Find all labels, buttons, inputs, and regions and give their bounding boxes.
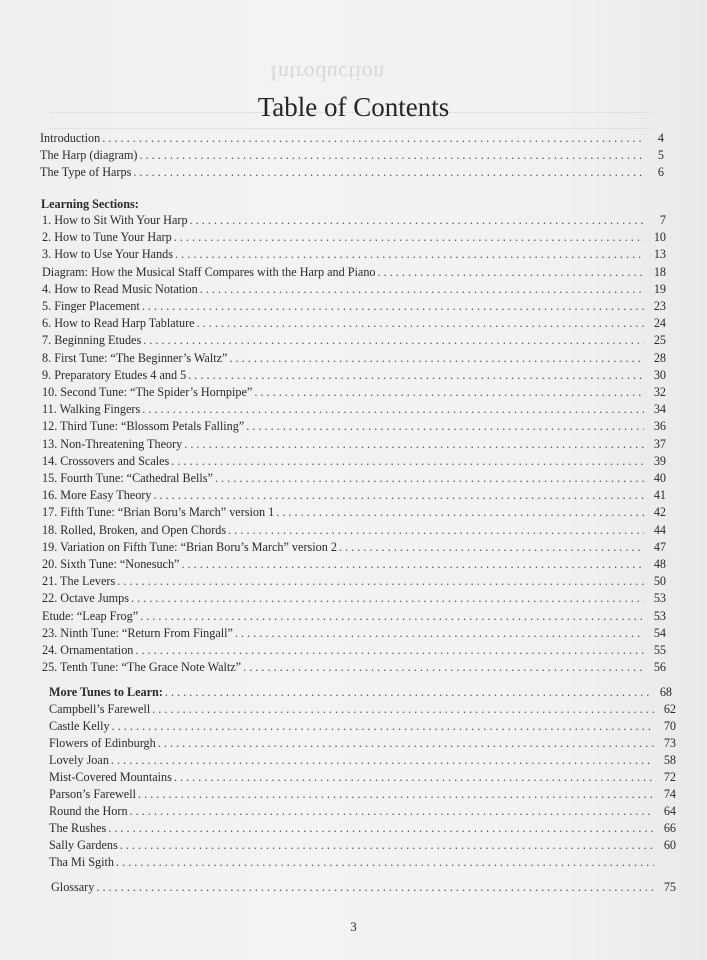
toc-entry	[42, 350, 666, 366]
toc-entry-title: 10. Second Tune: “The Spider’s Hornpipe”	[42, 385, 253, 399]
dot-leader	[135, 642, 644, 658]
toc-entry	[42, 470, 666, 486]
toc-entry-page: 75	[663, 880, 676, 894]
toc-entry	[42, 436, 666, 452]
toc-entry-page: 5	[657, 148, 664, 162]
dot-leader	[190, 212, 644, 228]
toc-entry-page: 28	[653, 350, 666, 365]
toc-entry-page: 18	[653, 264, 666, 279]
toc-entry-title: 4. How to Read Music Notation	[42, 281, 198, 296]
toc-entry-title: Etude: “Leap Frog”	[42, 608, 139, 623]
toc-entry	[49, 735, 676, 751]
toc-entry	[40, 164, 664, 180]
toc-entry	[49, 684, 672, 700]
toc-entry-title: 17. Fifth Tune: “Brian Boru’s March” version 1	[42, 505, 275, 520]
toc-entry-title: Campbell’s Farewell	[49, 702, 151, 716]
toc-entry-page: 19	[653, 281, 666, 296]
toc-entry-page: 70	[663, 719, 676, 733]
toc-entry-title: 2. How to Tune Your Harp	[42, 230, 172, 245]
page-number: 3	[350, 919, 357, 934]
toc-entry	[42, 625, 666, 641]
toc-entry-page: 32	[653, 385, 666, 399]
toc-entry-page: 24	[653, 316, 666, 331]
toc-entry	[42, 522, 666, 538]
dot-leader	[175, 246, 644, 262]
toc-entry	[49, 803, 676, 819]
toc-entry-title: Introduction	[40, 131, 101, 145]
toc-entry-title: More Tunes to Learn:	[49, 685, 163, 699]
toc-entry	[42, 281, 666, 297]
dot-leader	[215, 470, 644, 486]
dot-leader	[133, 164, 642, 180]
toc-entry-title: Glossary	[51, 880, 95, 894]
toc-entry	[42, 367, 666, 383]
dot-leader	[188, 367, 644, 383]
toc-entry	[42, 573, 666, 589]
toc-entry	[42, 539, 666, 555]
toc-entry-title: 19. Variation on Fifth Tune: “Brian Boru’s March” version 2	[42, 539, 337, 554]
toc-entry	[42, 659, 666, 675]
toc-entry-page: 23	[653, 299, 666, 313]
toc-entry	[49, 786, 676, 802]
dot-leader	[120, 837, 654, 853]
dot-leader	[96, 879, 654, 895]
toc-entry-page: 6	[657, 165, 664, 179]
toc-entry-page: 73	[663, 736, 676, 750]
toc-entry-page: 42	[653, 505, 666, 520]
toc-entry-page: 74	[663, 787, 676, 801]
toc-entry-title: 1. How to Sit With Your Harp	[42, 213, 188, 227]
toc-entry-title: Tha Mi Sgith	[49, 855, 115, 869]
toc-entry-page: 72	[663, 770, 676, 784]
toc-entry	[42, 212, 666, 228]
toc-entry-title: 3. How to Use Your Hands	[42, 247, 174, 262]
toc-entry-page: 48	[653, 557, 666, 571]
dot-leader	[152, 701, 654, 717]
dot-leader	[142, 401, 644, 417]
dot-leader	[171, 453, 644, 469]
toc-entry-page: 60	[663, 838, 676, 852]
toc-entry-page: 36	[653, 419, 666, 434]
toc-entry-title: 23. Ninth Tune: “Return From Fingall”	[42, 625, 233, 640]
dot-leader	[158, 735, 654, 751]
page-title: Table of Contents	[257, 92, 450, 122]
toc-entry-page: 55	[653, 643, 666, 657]
toc-entry	[42, 642, 666, 658]
dot-leader	[140, 608, 644, 624]
toc-entry-page: 37	[653, 436, 666, 451]
toc-entry-title: 22. Octave Jumps	[42, 591, 129, 606]
section-heading-learning: Learning Sections:	[41, 197, 139, 211]
toc-entry	[40, 147, 664, 163]
dot-leader	[181, 556, 644, 572]
toc-entry-page: 41	[653, 488, 666, 503]
toc-entry-title: 5. Finger Placement	[42, 299, 140, 313]
dot-leader	[131, 590, 644, 606]
toc-entry-page: 30	[653, 367, 666, 382]
dot-leader	[378, 264, 644, 280]
toc-entry-title: 16. More Easy Theory	[42, 488, 152, 503]
toc-entry	[49, 769, 676, 785]
toc-entry-title: Castle Kelly	[49, 719, 110, 733]
toc-entry-title: The Rushes	[49, 821, 107, 835]
toc-entry	[42, 590, 666, 606]
toc-entry-page: 4	[657, 131, 664, 145]
bleed-through-text: Introduction	[270, 61, 385, 86]
dot-leader	[235, 625, 644, 641]
toc-entry	[49, 854, 676, 870]
dot-leader	[174, 769, 654, 785]
toc-entry-page: 54	[653, 625, 666, 640]
toc-entry-title: 7. Beginning Etudes	[42, 333, 142, 348]
toc-entry	[42, 384, 666, 400]
dot-leader	[229, 350, 644, 366]
toc-entry-page: 58	[663, 753, 676, 767]
toc-entry	[42, 453, 666, 469]
dot-leader	[228, 522, 644, 538]
toc-entry-title: 18. Rolled, Broken, and Open Chords	[42, 522, 227, 537]
toc-entry-page: 47	[653, 539, 666, 554]
dot-leader	[112, 718, 654, 734]
toc-entry-title: 20. Sixth Tune: “Nonesuch”	[42, 557, 180, 571]
toc-entry-title: 11. Walking Fingers	[42, 402, 141, 417]
dot-leader	[139, 147, 642, 163]
toc-entry	[40, 130, 664, 146]
toc-entry-title: 15. Fourth Tune: “Cathedral Bells”	[42, 471, 213, 485]
toc-entry-page: 13	[653, 247, 666, 262]
toc-entry	[42, 487, 666, 503]
toc-entry-page: 44	[653, 522, 666, 537]
toc-entry-title: Diagram: How the Musical Staff Compares with the Harp and Piano	[42, 264, 376, 279]
dot-leader	[102, 130, 642, 146]
toc-entry	[49, 701, 676, 717]
toc-entry-page: 64	[663, 804, 676, 818]
toc-entry	[42, 315, 666, 331]
toc-entry-page: 10	[653, 230, 666, 245]
dot-leader	[138, 786, 654, 802]
bleed-through-line	[50, 128, 650, 129]
dot-leader	[117, 573, 644, 589]
toc-entry-title: 8. First Tune: “The Beginner’s Waltz”	[42, 350, 228, 365]
dot-leader	[254, 384, 644, 400]
dot-leader	[153, 487, 644, 503]
dot-leader	[174, 229, 644, 245]
toc-entry-title: Round the Horn	[49, 804, 128, 818]
toc-entry-title: 25. Tenth Tune: “The Grace Note Waltz”	[42, 660, 242, 675]
dot-leader	[243, 659, 644, 675]
toc-entry	[42, 556, 666, 572]
toc-entry-title: 24. Ornamentation	[42, 643, 134, 657]
toc-entry-page: 53	[653, 608, 666, 623]
dot-leader	[111, 752, 654, 768]
toc-entry-title: 9. Preparatory Etudes 4 and 5	[42, 367, 187, 382]
toc-entry	[51, 879, 676, 895]
toc-entry-page: 62	[663, 702, 676, 716]
toc-entry	[49, 718, 676, 734]
dot-leader	[276, 504, 644, 520]
toc-entry-title: Sally Gardens	[49, 838, 118, 852]
toc-entry-title: 14. Crossovers and Scales	[42, 453, 170, 468]
toc-entry-page: 66	[663, 821, 676, 835]
toc-entry-page: 56	[653, 660, 666, 675]
dot-leader	[184, 436, 644, 452]
toc-entry	[42, 401, 666, 417]
toc-entry-page: 34	[653, 402, 666, 417]
dot-leader	[165, 684, 650, 700]
toc-entry-page: 68	[659, 685, 672, 699]
toc-entry-page: 25	[653, 333, 666, 348]
dot-leader	[142, 298, 644, 314]
toc-entry	[42, 229, 666, 245]
toc-entry-title: 12. Third Tune: “Blossom Petals Falling”	[42, 419, 245, 434]
toc-entry-page: 7	[659, 213, 666, 227]
toc-entry	[42, 264, 666, 280]
toc-entry-title: Flowers of Edinburgh	[49, 736, 156, 750]
toc-entry	[42, 608, 666, 624]
toc-entry-title: Lovely Joan	[49, 753, 109, 767]
toc-entry	[49, 837, 676, 853]
toc-entry	[49, 820, 676, 836]
toc-entry-title: 13. Non-Threatening Theory	[42, 436, 183, 451]
toc-entry	[42, 246, 666, 262]
dot-leader	[108, 820, 654, 836]
dot-leader	[200, 281, 644, 297]
toc-entry	[49, 752, 676, 768]
toc-entry-title: The Harp (diagram)	[40, 148, 138, 162]
dot-leader	[246, 418, 644, 434]
toc-entry-page: 39	[653, 453, 666, 468]
toc-entry	[42, 332, 666, 348]
toc-entry-title: 6. How to Read Harp Tablature	[42, 316, 195, 331]
toc-entry-page: 40	[653, 471, 666, 485]
toc-entry-title: 21. The Levers	[42, 574, 116, 589]
toc-entry	[42, 298, 666, 314]
toc-entry	[42, 418, 666, 434]
dot-leader	[130, 803, 654, 819]
toc-entry-page: 53	[653, 591, 666, 606]
toc-entry	[42, 504, 666, 520]
dot-leader	[116, 854, 654, 870]
dot-leader	[143, 332, 644, 348]
dot-leader	[339, 539, 644, 555]
toc-entry-title: The Type of Harps	[40, 165, 132, 179]
toc-entry-title: Parson’s Farewell	[49, 787, 136, 801]
toc-entry-title: Mist-Covered Mountains	[49, 770, 172, 784]
toc-entry-page: 50	[653, 574, 666, 589]
dot-leader	[197, 315, 644, 331]
